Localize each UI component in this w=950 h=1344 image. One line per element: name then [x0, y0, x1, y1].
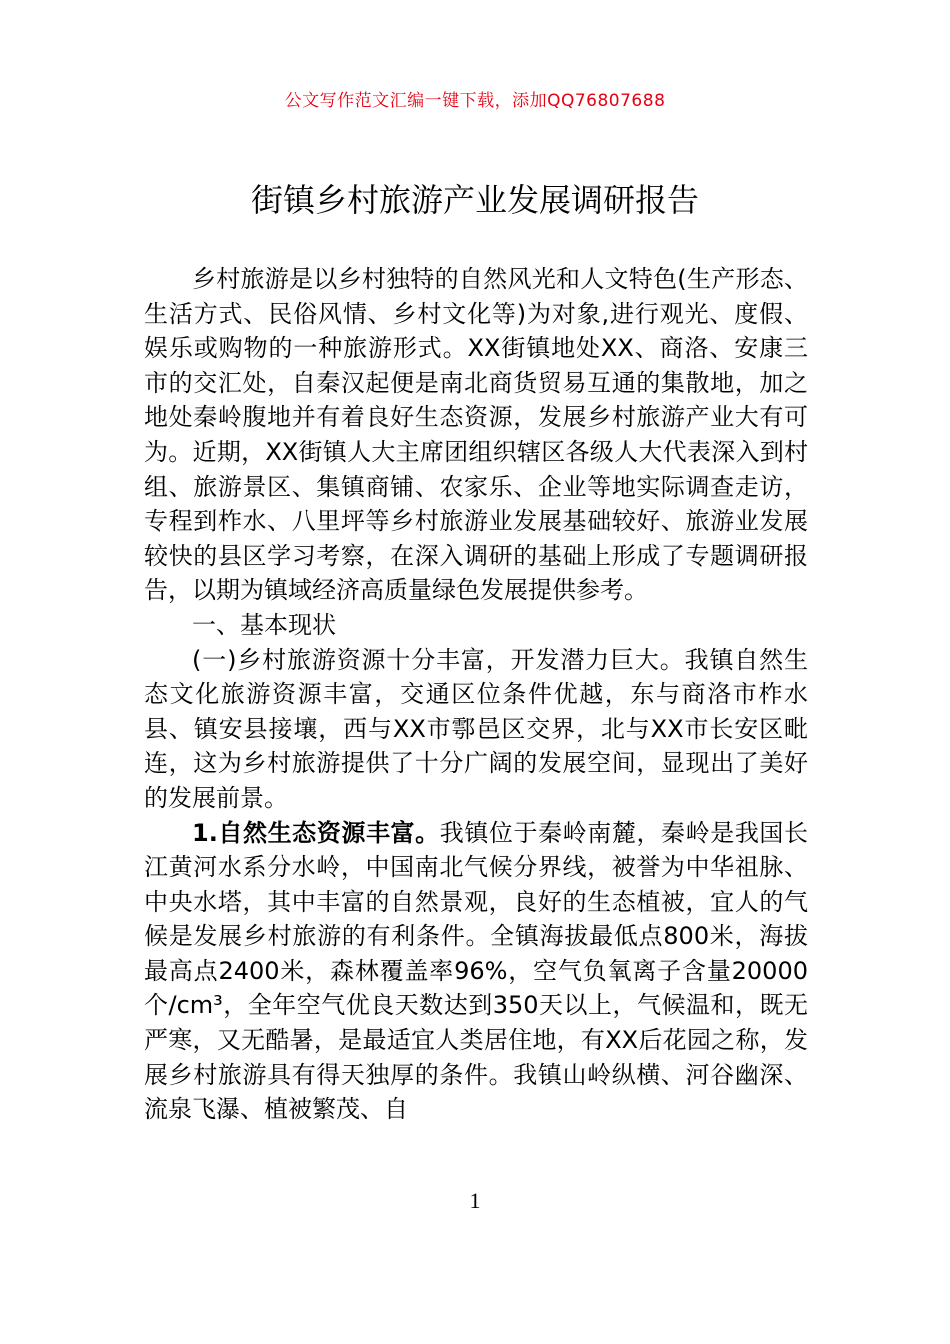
- section-heading-basic-status: 一、基本现状: [192, 610, 336, 639]
- document-body: [144, 262, 808, 1127]
- page-number: 1: [469, 1188, 481, 1213]
- download-banner: 公文写作范文汇编一键下载，添加QQ76807688: [284, 91, 666, 111]
- document-title: 街镇乡村旅游产业发展调研报告: [250, 181, 699, 219]
- item-text-natural-ecology: 我镇位于秦岭南麓，秦岭是我国长江黄河水系分水岭，中国南北气候分界线，被誉为中华祖脉、中央水塔，其中丰富的自然景观，良好的生态植被，宜人的气候是发展乡村旅游的有利条件。全镇海拔最低点800米，海拔最高点2400米，森林覆盖率96%，空气负氧离子含量20000个/cm³，全年空气优良天数达到350天以上，气候温和，既无严寒，又无酷暑，是最适宜人类居住地，有XX后花园之称，发展乡村旅游具有得天独厚的条件。我镇山岭纵横、河谷幽深、流泉飞瀑、植被繁茂、自: [144, 818, 809, 1124]
- item-paragraph-natural-ecology: [144, 816, 808, 1127]
- item-heading-natural-ecology: 1.自然生态资源丰富。: [192, 818, 440, 847]
- intro-paragraph: 乡村旅游是以乡村独特的自然风光和人文特色(生产形态、生活方式、民俗风情、乡村文化等)为对象,进行观光、度假、娱乐或购物的一种旅游形式。XX街镇地处XX、商洛、安康三市的交汇处，自秦汉起便是南北商货贸易互通的集散地，加之地处秦岭腹地并有着良好生态资源，发展乡村旅游产业大有可为。近期，XX街镇人大主席团组织辖区各级人大代表深入到村组、旅游景区、集镇商铺、农家乐、企业等地实际调查走访，专程到柞水、八里坪等乡村旅游业发展基础较好、旅游业发展较快的县区学习考察，在深入调研的基础上形成了专题调研报告，以期为镇域经济高质量绿色发展提供参考。: [144, 265, 808, 605]
- subsection-paragraph-resources: (一)乡村旅游资源十分丰富，开发潜力巨大。我镇自然生态文化旅游资源丰富，交通区位条件优越，东与商洛市柞水县、镇安县接壤，西与XX市鄠邑区交界，北与XX市长安区毗连，这为乡村旅游提供了十分广阔的发展空间，显现出了美好的发展前景。: [144, 645, 808, 812]
